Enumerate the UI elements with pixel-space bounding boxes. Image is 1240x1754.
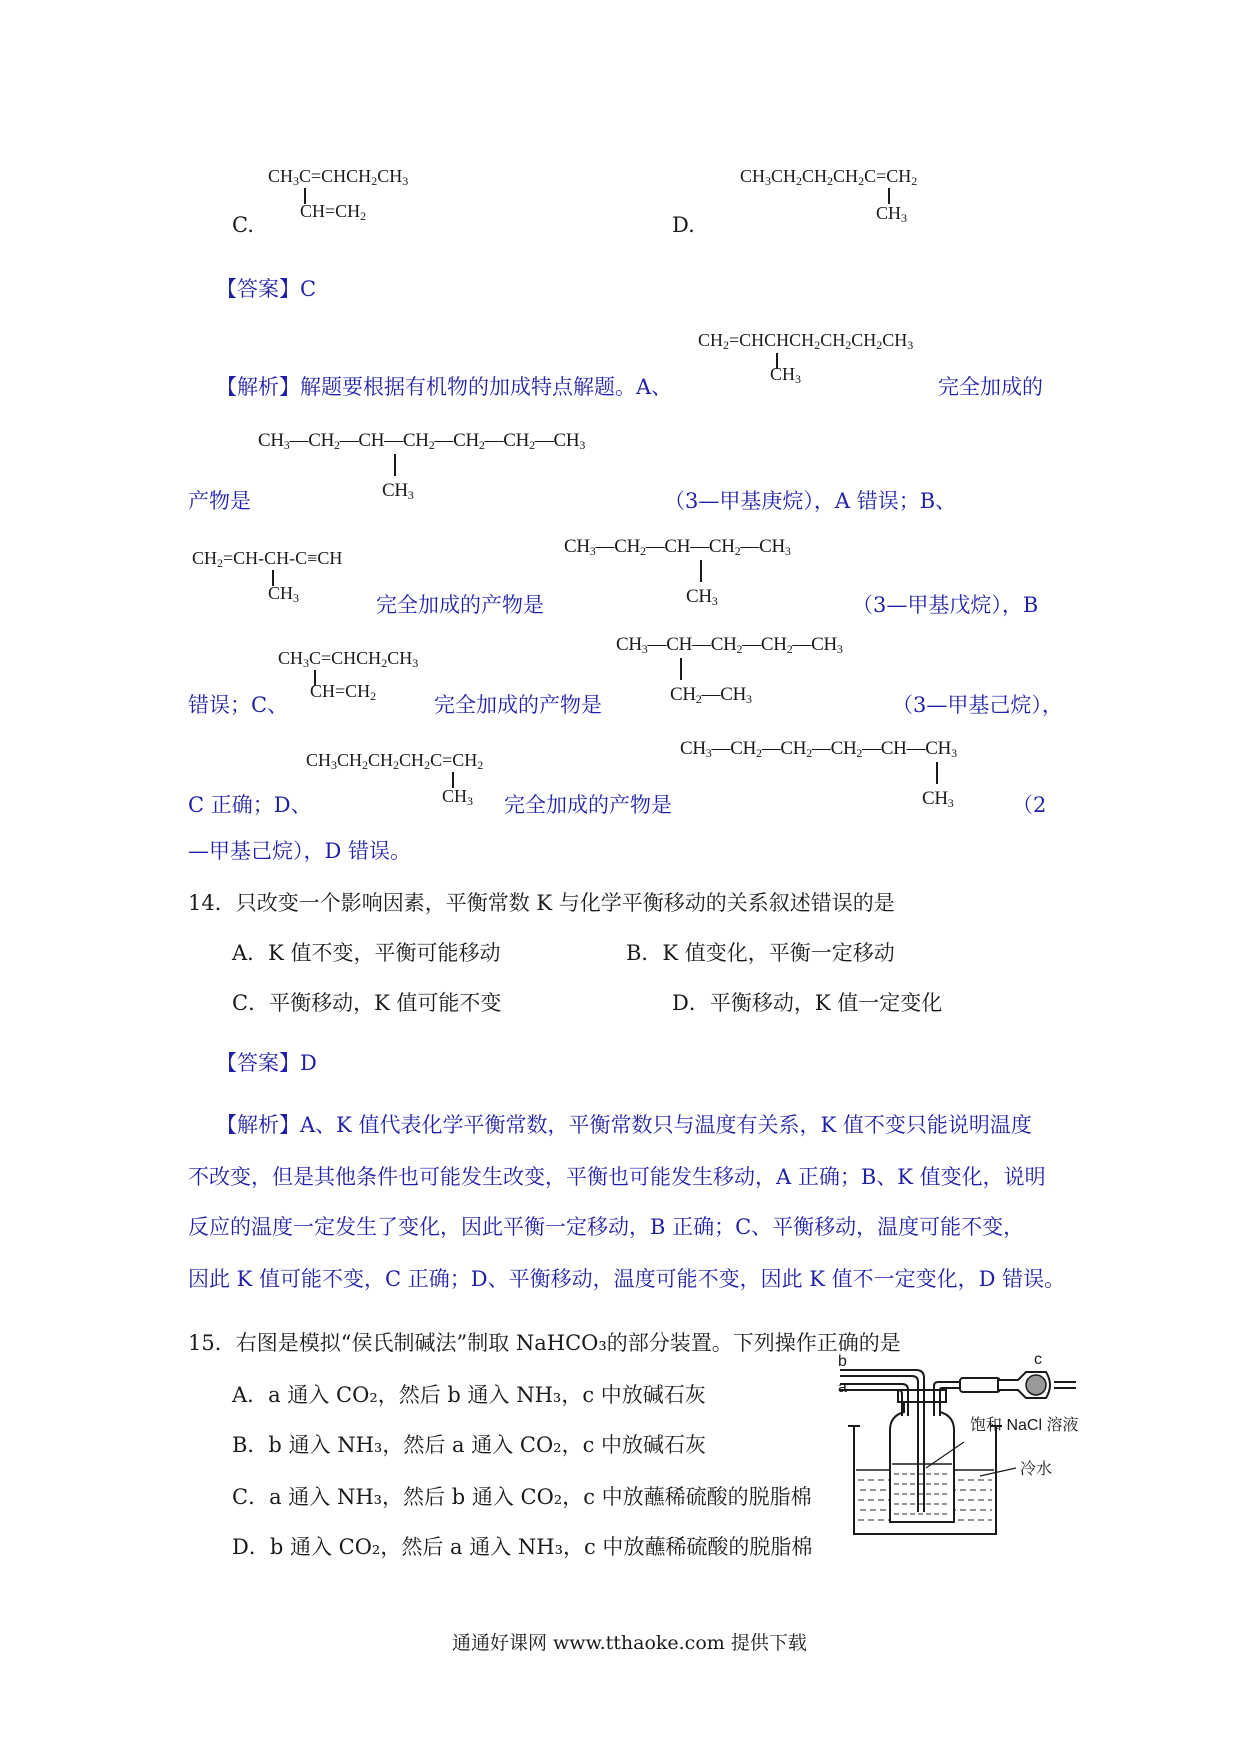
q13-a-reactant: $CH_2=CHCHCH_2CH_2CH_2CH_3$ [698,330,914,352]
q13-d-product: $CH_3—CH_2—CH_2—CH_2—CH—CH_3$ [680,738,957,760]
q13-d-full-addition: 完全加成的产物是 [504,793,672,817]
q13-c-name: （3—甲基己烷）， [892,693,1063,717]
q13-b-product-branch: $CH_3$ [686,586,718,608]
q13-product-is: 产物是 [188,489,251,513]
figure-label-water: 冷水 [1020,1461,1053,1478]
q13-b-full-addition: 完全加成的产物是 [376,593,544,617]
q13-d-name-part2: —甲基己烷），D 错误。 [188,839,412,863]
q13-c-full-addition: 完全加成的产物是 [434,693,602,717]
figure-label-nacl: 饱和 NaCl 溶液 [970,1417,1079,1434]
q13-b-product-bond [700,560,702,582]
q13-c-reactant: $CH_3C=CHCH_2CH_3$ [278,648,419,670]
q13-b-reactant-branch: $CH_3$ [268,583,300,605]
option-d-formula: $CH_3CH_2CH_2CH_2C=CH_2$ [740,166,918,188]
option-d-branch: $CH_3$ [876,203,908,225]
q14-analysis-line4: 因此 K 值可能不变，C 正确；D、平衡移动，温度可能不变，因此 K 值不一定变化，D 错误。 [188,1267,1066,1291]
q14-answer: 【答案】D [216,1051,317,1075]
q13-b-name: （3—甲基戊烷），B [852,593,1039,617]
q13-c-product-bond [680,658,682,680]
q15-option-d: D．b 通入 CO₂，然后 a 通入 NH₃，c 中放蘸稀硫酸的脱脂棉 [232,1535,813,1559]
q13-d-prefix: C 正确；D、 [188,793,312,817]
q15-option-b: B．b 通入 NH₃，然后 a 通入 CO₂，c 中放碱石灰 [232,1433,707,1457]
q13-a-name: （3—甲基庚烷），A 错误；B、 [664,489,957,513]
option-d-bond [888,188,890,204]
q13-d-product-branch: $CH_3$ [922,788,954,810]
q13-d-reactant-branch: $CH_3$ [442,786,474,808]
figure-label-c: c [1034,1351,1042,1368]
q13-a-product-bond [394,454,396,476]
q14-option-c: C．平衡移动，K 值可能不变 [232,991,502,1015]
q13-a-product-branch: $CH_3$ [382,480,414,502]
q13-c-reactant-branch: $CH=CH_2$ [310,681,377,703]
q14-option-b: B．K 值变化，平衡一定移动 [626,941,895,965]
q14-stem: 14．只改变一个影响因素，平衡常数 K 与化学平衡移动的关系叙述错误的是 [188,891,895,915]
q13-d-product-bond [936,762,938,784]
q15-option-a: A．a 通入 CO₂，然后 b 通入 NH₃，c 中放碱石灰 [232,1383,706,1407]
q13-d-reactant: $CH_3CH_2CH_2CH_2C=CH_2$ [306,750,484,772]
q13-analysis-intro: 【解析】解题要根据有机物的加成特点解题。A、 [216,375,673,399]
option-c-formula: $CH_3C=CHCH_2CH_3$ [268,166,409,188]
q13-a-reactant-branch: $CH_3$ [770,364,802,386]
q13-c-product-branch: $CH_2—CH_3$ [670,684,752,706]
q14-option-a: A．K 值不变，平衡可能移动 [232,941,501,965]
q14-analysis-line3: 反应的温度一定发生了变化，因此平衡一定移动，B 正确；C、平衡移动，温度可能不变， [188,1215,1025,1239]
q13-full-addition: 完全加成的 [938,375,1043,399]
q15-option-c: C．a 通入 NH₃，然后 b 通入 CO₂，c 中放蘸稀硫酸的脱脂棉 [232,1485,812,1509]
q14-analysis-line2: 不改变，但是其他条件也可能发生改变，平衡也可能发生移动，A 正确；B、K 值变化，说明 [188,1165,1046,1189]
q13-b-product: $CH_3—CH_2—CH—CH_2—CH_3$ [564,536,791,558]
apparatus-figure [838,1351,1080,1546]
figure-label-b: b [838,1353,847,1370]
q13-c-product: $CH_3—CH—CH_2—CH_2—CH_3$ [616,634,843,656]
q14-analysis-line1: 【解析】A、K 值代表化学平衡常数，平衡常数只与温度有关系，K 值不变只能说明温度 [216,1113,1032,1137]
q15-stem: 15．右图是模拟“侯氏制碱法”制取 NaHCO₃的部分装置。下列操作正确的是 [188,1331,901,1355]
option-d-label: D. [672,213,695,237]
option-c-label: C. [232,213,254,237]
q13-answer: 【答案】C [216,277,317,301]
q13-c-prefix: 错误；C、 [188,693,289,717]
option-c-branch: $CH=CH_2$ [300,201,367,223]
q13-d-name-part1: （2 [1012,793,1047,817]
page-footer: 通通好课网 www.tthaoke.com 提供下载 [452,1632,807,1654]
q13-a-product: $CH_3—CH_2—CH—CH_2—CH_2—CH_2—CH_3$ [258,430,586,452]
figure-label-a: a [838,1379,847,1396]
q14-option-d: D．平衡移动，K 值一定变化 [672,991,943,1015]
q13-b-reactant: $CH_2=CH-CH-C\equiv CH$ [192,548,343,570]
